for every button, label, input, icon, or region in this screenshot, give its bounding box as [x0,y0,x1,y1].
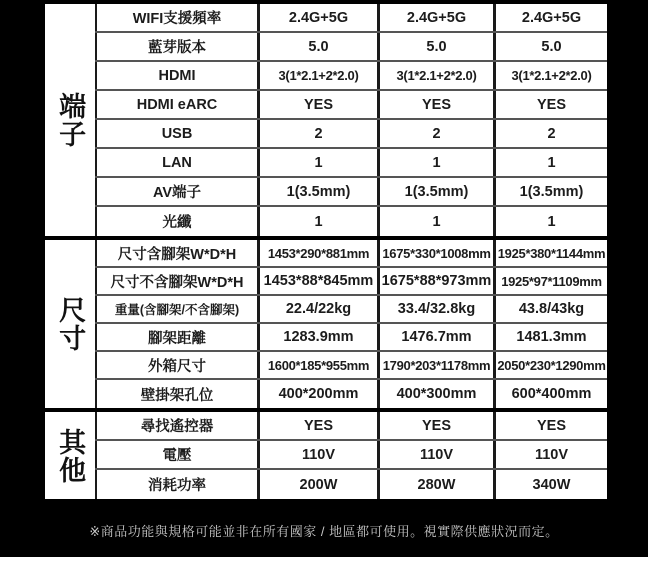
cell-value: 1925*97*1109mm [493,268,607,294]
row-label: WIFI支援頻率 [95,4,257,31]
cell-value: 1675*330*1008mm [377,240,493,266]
row-label: USB [95,120,257,147]
cell-value: 1 [257,207,377,236]
cell-value: 5.0 [257,33,377,60]
section-rows [95,412,607,499]
row-label: 藍芽版本 [95,33,257,60]
table-row [95,207,607,236]
table-row [95,380,607,408]
table-row [95,324,607,352]
cell-value: 1476.7mm [377,324,493,350]
cell-value: 22.4/22kg [257,296,377,322]
row-label: 電壓 [95,441,257,468]
row-label: 外箱尺寸 [95,352,257,378]
cell-value: 1 [377,207,493,236]
cell-value: 1 [257,149,377,176]
row-label: 尺寸含腳架W*D*H [95,240,257,266]
row-label: 重量(含腳架/不含腳架) [95,296,257,322]
cell-value: 600*400mm [493,380,607,408]
cell-value: 33.4/32.8kg [377,296,493,322]
cell-value: YES [257,91,377,118]
table-row [95,4,607,33]
table-row [95,296,607,324]
cell-value: 5.0 [377,33,493,60]
row-label: 光纖 [95,207,257,236]
cell-value: 110V [493,441,607,468]
cell-value: 1481.3mm [493,324,607,350]
table-row [95,470,607,499]
table-row [95,91,607,120]
spec-section [45,4,607,236]
category-cell [45,4,95,236]
cell-value: 1453*290*881mm [257,240,377,266]
cell-value: 5.0 [493,33,607,60]
cell-value: 1675*88*973mm [377,268,493,294]
section-rows [95,240,607,408]
cell-value: 340W [493,470,607,499]
cell-value: 2 [257,120,377,147]
cell-value: 2 [493,120,607,147]
table-row [95,149,607,178]
cell-value: 1 [377,149,493,176]
table-row [95,62,607,91]
table-row [95,352,607,380]
cell-value: 1(3.5mm) [377,178,493,205]
category-label: 尺寸 [55,296,86,352]
table-row [95,120,607,149]
row-label: HDMI eARC [95,91,257,118]
cell-value: 2 [377,120,493,147]
table-row [95,412,607,441]
table-row [95,268,607,296]
cell-value: 110V [377,441,493,468]
cell-value: 1(3.5mm) [257,178,377,205]
row-label: HDMI [95,62,257,89]
category-cell [45,412,95,499]
category-label: 其他 [55,427,86,484]
table-row [95,33,607,62]
cell-value: 280W [377,470,493,499]
section-rows [95,4,607,236]
footer-disclaimer: ※商品功能與規格可能並非在所有國家 / 地區都可使用。視實際供應狀況而定。 [89,524,559,539]
cell-value: 1283.9mm [257,324,377,350]
cell-value: 1(3.5mm) [493,178,607,205]
cell-value: 1790*203*1178mm [377,352,493,378]
cell-value: 1 [493,149,607,176]
cell-value: YES [377,91,493,118]
category-cell [45,240,95,408]
spec-section [45,236,607,408]
cell-value: 2.4G+5G [257,4,377,31]
cell-value: 1 [493,207,607,236]
cell-value: YES [493,91,607,118]
cell-value: 1453*88*845mm [257,268,377,294]
cell-value: 200W [257,470,377,499]
table-row [95,240,607,268]
cell-value: 2.4G+5G [377,4,493,31]
cell-value: 1925*380*1144mm [493,240,607,266]
table-row [95,178,607,207]
cell-value: 1600*185*955mm [257,352,377,378]
cell-value: 3(1*2.1+2*2.0) [377,62,493,89]
row-label: 尺寸不含腳架W*D*H [95,268,257,294]
row-label: 壁掛架孔位 [95,380,257,408]
cell-value: YES [493,412,607,439]
row-label: LAN [95,149,257,176]
table-row [95,441,607,470]
cell-value: 400*200mm [257,380,377,408]
cell-value: 2.4G+5G [493,4,607,31]
cell-value: YES [377,412,493,439]
cell-value: YES [257,412,377,439]
cell-value: 3(1*2.1+2*2.0) [493,62,607,89]
cell-value: 3(1*2.1+2*2.0) [257,62,377,89]
category-label: 端子 [55,92,86,148]
row-label: 腳架距離 [95,324,257,350]
cell-value: 110V [257,441,377,468]
row-label: 消耗功率 [95,470,257,499]
row-label: 尋找遙控器 [95,412,257,439]
cell-value: 2050*230*1290mm [493,352,607,378]
cell-value: 43.8/43kg [493,296,607,322]
cell-value: 400*300mm [377,380,493,408]
row-label: AV端子 [95,178,257,205]
spec-section [45,408,607,499]
spec-table [45,0,610,504]
